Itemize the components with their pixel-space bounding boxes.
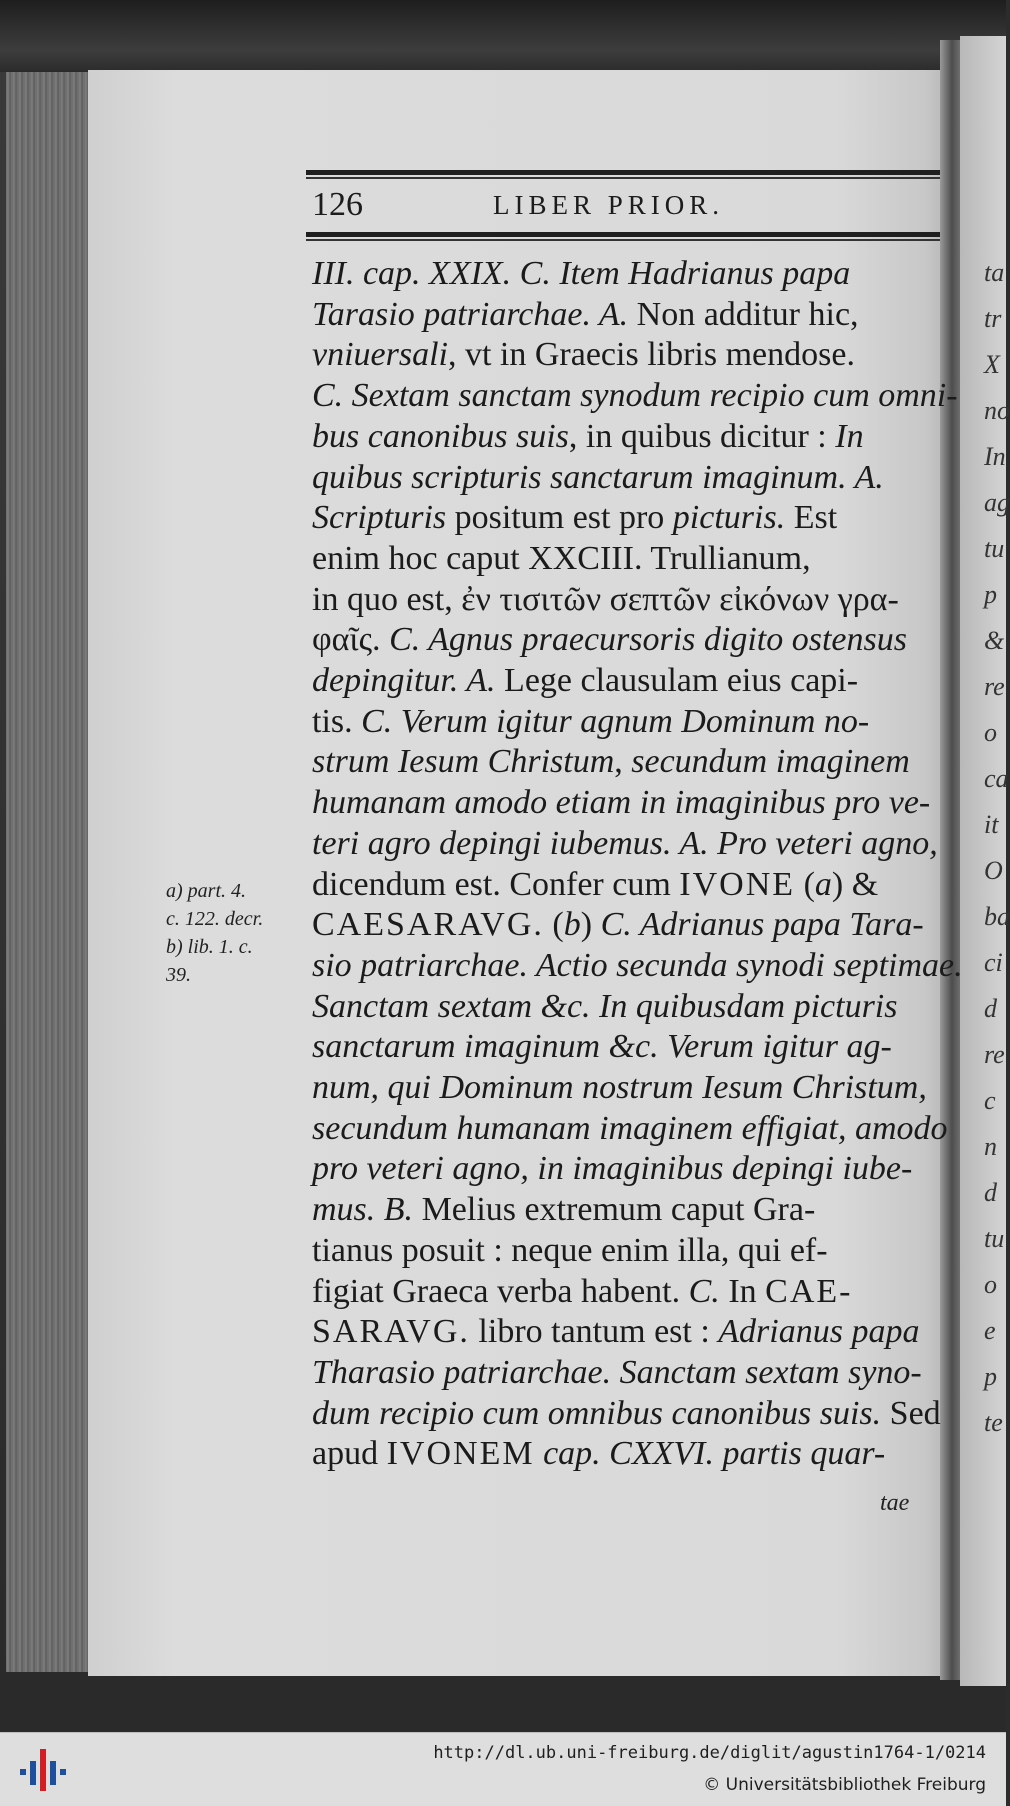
text-line <box>312 702 952 742</box>
text-segment: secundum imaginem <box>631 743 910 781</box>
text-segment: , in quibus dicitur : <box>568 417 836 455</box>
page-number: 126 <box>312 186 363 223</box>
text-segment: sio patriarchae. Actio secunda synodi septimae. <box>312 946 963 984</box>
right-page-fragment: o <box>984 1270 997 1299</box>
header-rule-top-thin <box>306 177 940 179</box>
margin-note: 39. <box>166 964 191 986</box>
right-page-fragment: In <box>984 442 1006 471</box>
text-line <box>312 1312 952 1352</box>
right-page-fragment: p <box>984 1362 997 1391</box>
text-segment: humanam amodo etiam in imaginibus pro ve- <box>312 784 931 822</box>
text-segment: Adrianus papa <box>718 1313 920 1351</box>
text-segment: pro veteri agno, in imaginibus depingi iube- <box>312 1150 913 1188</box>
text-line <box>312 1190 952 1230</box>
running-title: LIBER PRIOR. <box>493 190 725 220</box>
text-line <box>312 458 952 498</box>
right-page-fragment: no <box>984 396 1010 425</box>
text-line <box>312 1394 952 1434</box>
copyright-notice: © Universitätsbibliothek Freiburg <box>703 1775 986 1795</box>
text-line <box>312 1434 952 1474</box>
text-line <box>312 905 952 945</box>
text-segment: Sanctam sextam &c. In quibusdam picturis <box>312 987 898 1025</box>
right-page-fragment: O <box>984 856 1003 885</box>
right-page-fragment: ca <box>984 764 1009 793</box>
right-page-fragment: d <box>984 994 997 1023</box>
margin-note: b) lib. 1. c. <box>166 936 253 958</box>
text-segment: ( <box>795 865 815 903</box>
text-segment: enim hoc caput XXCIII. Trullianum, <box>312 539 811 577</box>
text-segment: picturis. <box>672 499 786 537</box>
text-segment: IVONEM <box>386 1435 535 1473</box>
text-segment: In <box>719 1272 766 1310</box>
text-line <box>312 335 952 375</box>
text-segment: φαῖς. <box>312 621 381 659</box>
text-segment: mus. B. <box>312 1191 414 1229</box>
right-page-fragment: it <box>984 810 999 839</box>
text-line <box>312 620 952 660</box>
page-header <box>308 186 938 226</box>
text-line <box>312 1027 952 1067</box>
text-line <box>312 946 963 986</box>
text-segment: figiat Graeca verba habent. <box>312 1272 689 1310</box>
text-segment: SARAVG. <box>312 1313 470 1351</box>
text-segment: positum est pro <box>446 499 673 537</box>
book-cover-top <box>0 0 1006 72</box>
right-page-fragment: ta <box>984 258 1005 287</box>
text-line <box>312 498 952 538</box>
text-segment: strum Iesum Christum <box>312 743 615 781</box>
right-page-fragment: & <box>984 626 1005 655</box>
right-page-fragment: p <box>984 580 997 609</box>
text-segment: bus canonibus suis <box>312 417 569 455</box>
right-page-fragment: ba <box>984 902 1010 931</box>
text-segment: , vt in Graecis libris mendose. <box>447 336 855 374</box>
right-page-fragment: tr <box>984 304 1002 333</box>
text-line <box>312 1068 952 1108</box>
margin-note: a) part. 4. <box>166 880 246 902</box>
text-segment: teri agro depingi iubemus. A. Pro veteri agno, <box>312 824 938 862</box>
text-line <box>312 783 952 823</box>
right-page-fragment: ci <box>984 948 1003 977</box>
text-segment: Tarasio patriarchae. A. <box>312 295 629 333</box>
text-segment: dicendum est. Confer cum <box>312 865 680 903</box>
text-segment: tis. <box>312 702 362 740</box>
text-segment: IVONE <box>679 865 796 903</box>
text-segment: vniuersali <box>312 336 448 374</box>
text-segment: ) <box>580 906 601 944</box>
text-segment: Scripturis <box>312 499 447 537</box>
text-segment: ) & <box>831 865 879 903</box>
text-line <box>312 742 952 782</box>
text-segment: In <box>835 417 864 455</box>
header-rule-bottom <box>306 232 940 237</box>
viewer-footer <box>0 1732 1006 1806</box>
right-page-fragment: tu <box>984 1224 1005 1253</box>
right-page-fragment: n <box>984 1132 997 1161</box>
text-segment: b <box>563 906 581 944</box>
text-segment: CAESARAVG. <box>312 906 544 944</box>
text-segment: tianus posuit : neque enim illa, qui ef- <box>312 1231 828 1269</box>
text-segment: a <box>814 865 832 903</box>
text-segment: ( <box>543 906 564 944</box>
text-segment: III. cap. XXIX. C. Item Hadrianus papa <box>312 255 851 292</box>
text-segment: dum recipio cum omnibus canonibus suis. <box>312 1394 882 1432</box>
text-segment: Lege clausulam eius capi- <box>495 662 859 699</box>
text-segment: depingitur. A. <box>312 662 496 699</box>
text-line <box>312 1353 952 1393</box>
header-rule-top <box>306 170 940 175</box>
text-segment: Melius extremum caput Gra- <box>413 1191 816 1229</box>
text-segment: secundum humanam imaginem effigiat, amodo <box>312 1109 948 1147</box>
text-segment: C. Adrianus papa Tara- <box>600 906 924 944</box>
right-page-fragment: ag <box>984 488 1010 517</box>
permalink-url[interactable]: http://dl.ub.uni-freiburg.de/diglit/agustin1764-1/0214 <box>433 1743 986 1763</box>
text-segment: C. Verum igitur agnum Dominum no- <box>361 702 870 740</box>
text-line <box>312 376 958 416</box>
text-segment: C. Sextam sanctam synodum recipio cum omni- <box>312 377 958 415</box>
library-logo-icon <box>18 1745 68 1795</box>
text-line <box>312 1231 952 1271</box>
text-segment: cap. CXXVI. partis quar- <box>534 1435 886 1473</box>
text-line <box>312 539 952 579</box>
text-segment: CAE- <box>765 1272 853 1310</box>
text-segment: Sed <box>881 1394 941 1432</box>
text-line <box>312 824 952 864</box>
text-segment: Non additur hic, <box>628 295 859 333</box>
text-segment: Tharasio patriarchae. Sanctam sextam syno- <box>312 1353 922 1391</box>
text-segment: in quo est, ἐν τισιτῶν σεπτῶν εἰκόνων γρα- <box>312 580 899 618</box>
right-page-fragment: o <box>984 718 997 747</box>
text-line <box>312 1109 952 1149</box>
margin-note: c. 122. decr. <box>166 908 264 930</box>
text-line <box>312 865 952 905</box>
right-page-fragment: tu <box>984 534 1005 563</box>
text-line <box>312 1272 952 1312</box>
text-segment: Est <box>785 499 838 537</box>
right-page-fragment: c <box>984 1086 996 1115</box>
text-segment: num, qui Dominum nostrum Iesum Christum, <box>312 1069 927 1106</box>
text-segment: apud <box>312 1435 387 1473</box>
header-rule-bottom-thin <box>306 239 940 241</box>
right-page-fragment: e <box>984 1316 996 1345</box>
text-line <box>312 295 952 335</box>
text-segment: , <box>614 743 632 781</box>
right-page-fragment: X <box>984 350 1000 379</box>
text-segment: C. Agnus praecursoris digito ostensus <box>380 621 907 659</box>
catchword: tae <box>880 1490 910 1516</box>
text-line <box>312 1149 952 1189</box>
text-segment: sanctarum imaginum &c. Verum igitur ag- <box>312 1028 892 1066</box>
right-page-fragment: d <box>984 1178 997 1207</box>
page-edges <box>6 72 90 1672</box>
text-segment: libro tantum est : <box>469 1313 719 1351</box>
text-line <box>312 661 952 701</box>
right-page-fragment: re <box>984 672 1005 701</box>
right-page-fragment: re <box>984 1040 1005 1069</box>
text-segment: C. <box>688 1272 720 1310</box>
text-segment: quibus scripturis sanctarum imaginum. A. <box>312 458 884 496</box>
right-page-fragment: te <box>984 1408 1003 1437</box>
text-line <box>312 987 952 1027</box>
text-line <box>312 254 952 294</box>
text-line <box>312 580 952 620</box>
text-line <box>312 417 952 457</box>
